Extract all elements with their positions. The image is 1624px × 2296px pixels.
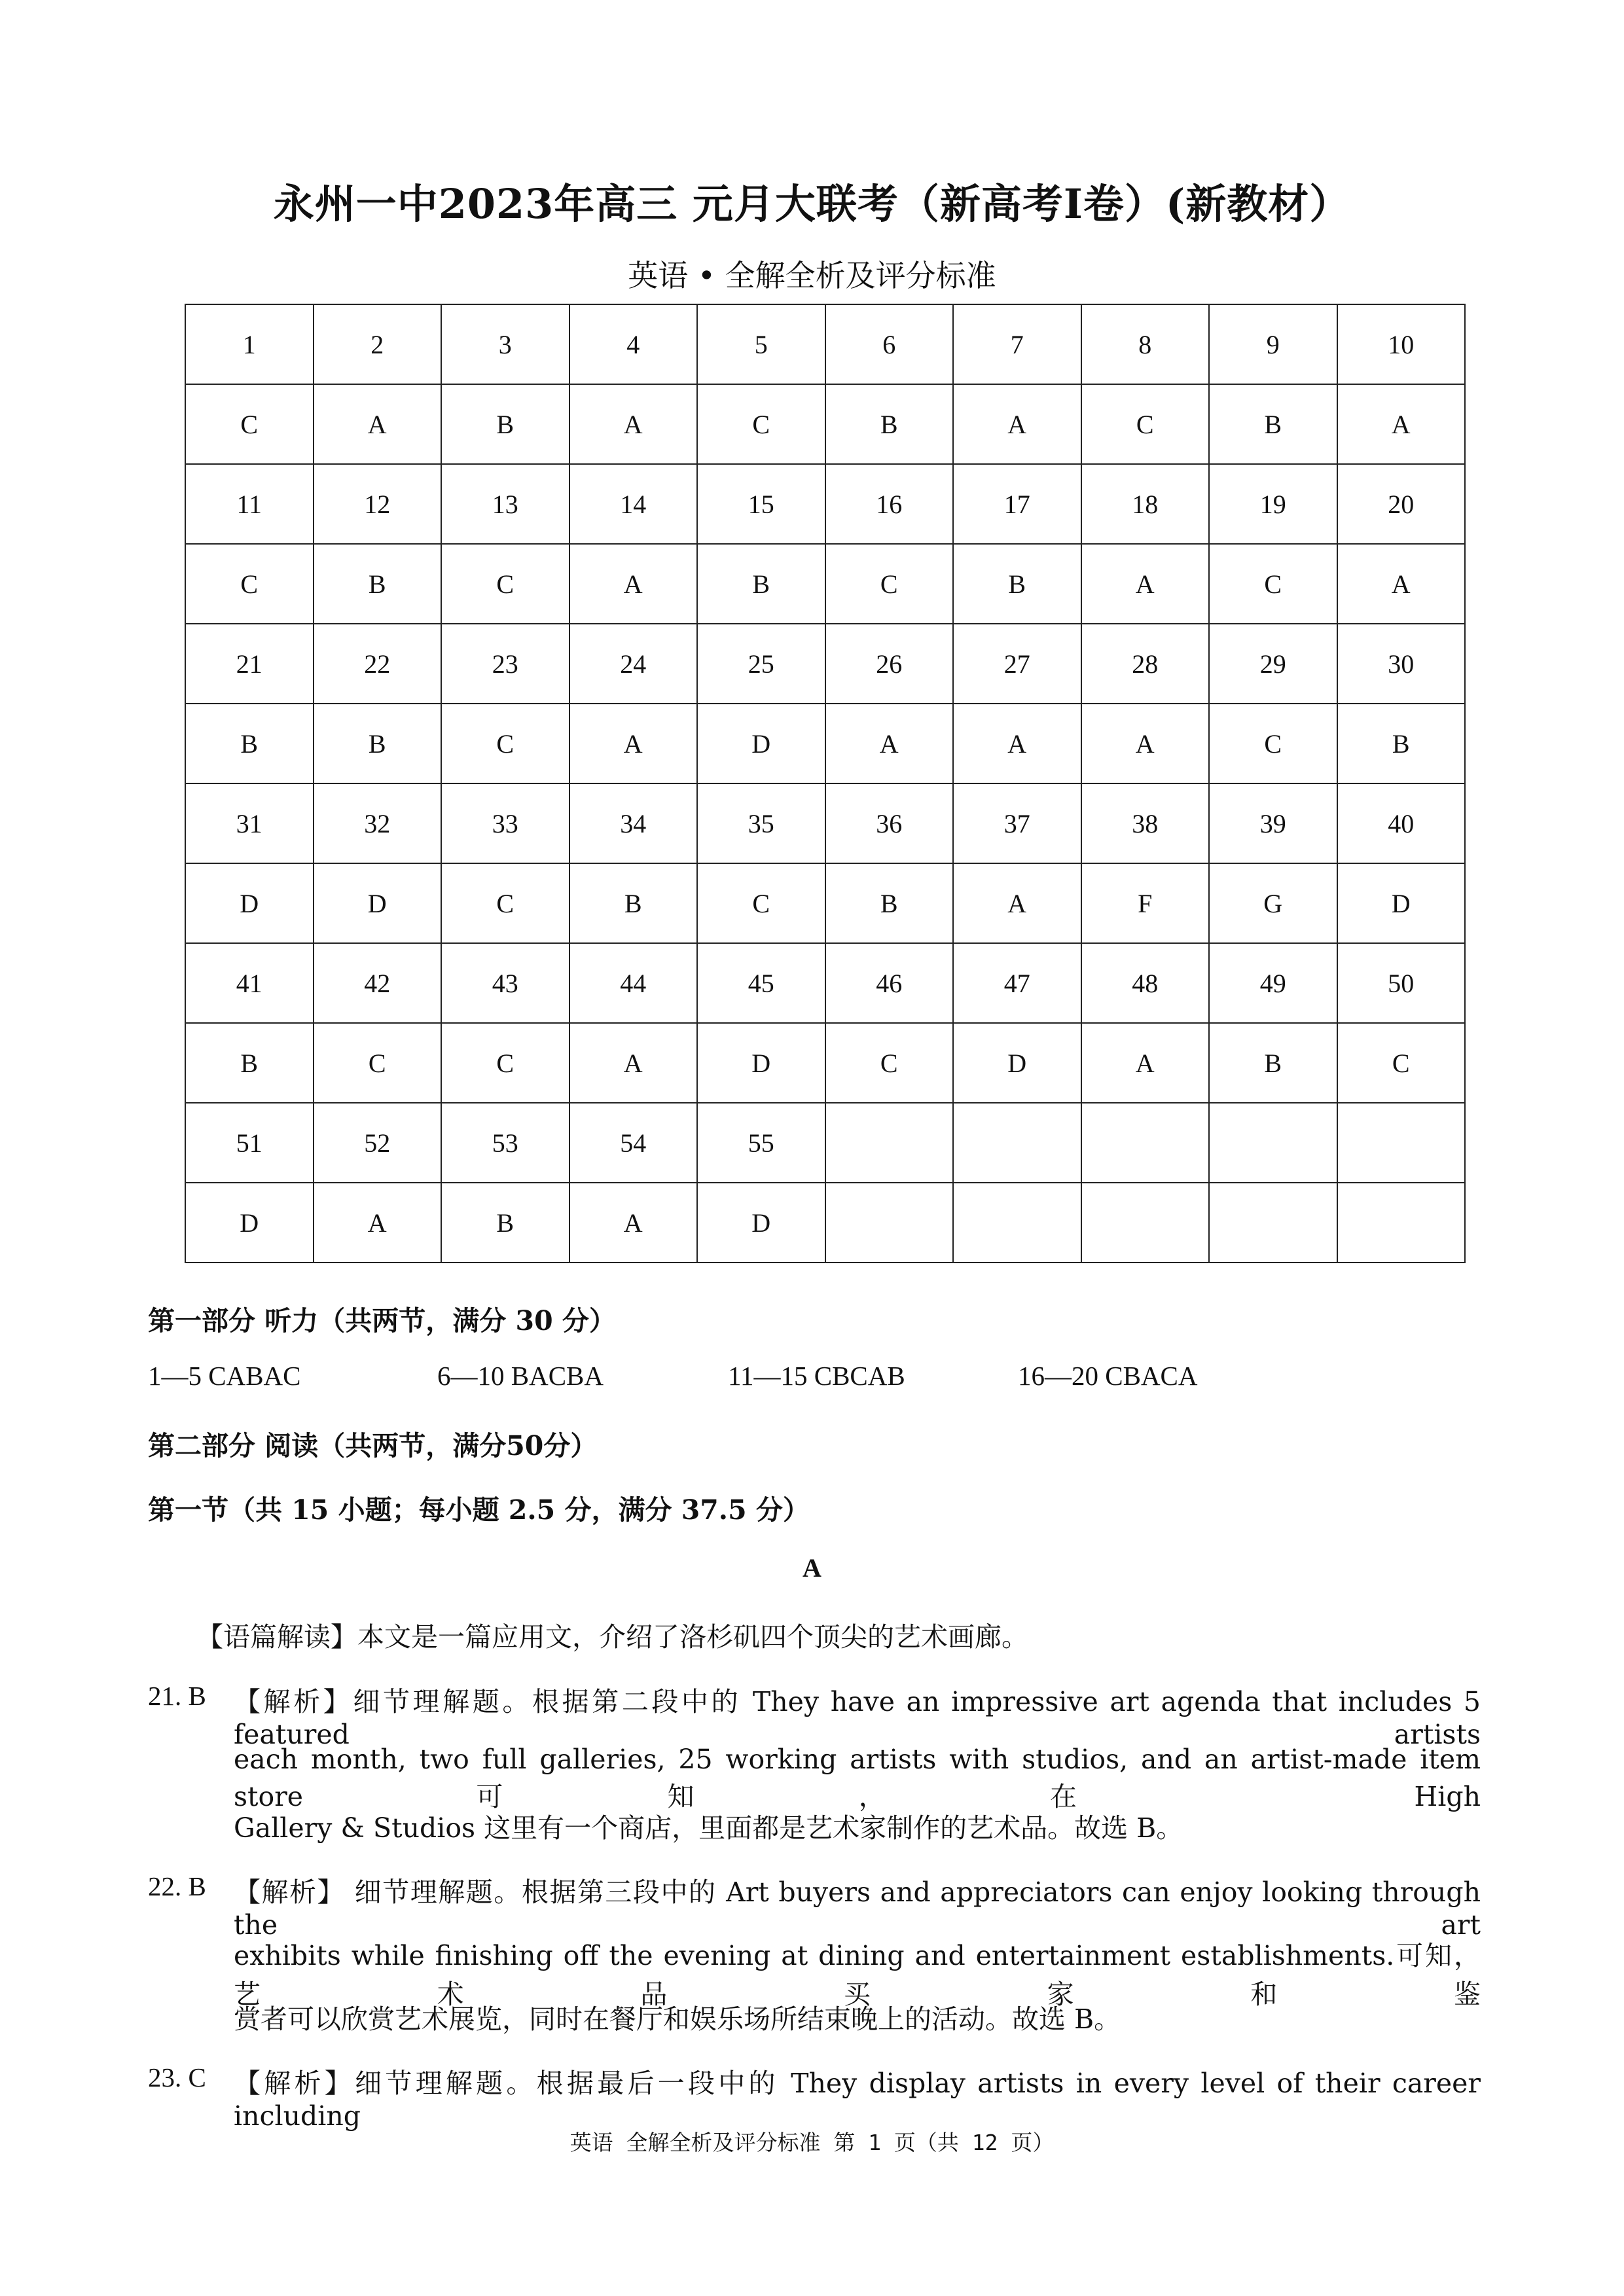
answer-cell: D bbox=[697, 1023, 825, 1103]
question-number-cell: 34 bbox=[569, 783, 698, 863]
question-number-cell: 26 bbox=[825, 624, 954, 704]
question-number-cell: 37 bbox=[953, 783, 1081, 863]
answer-cell: C bbox=[825, 1023, 954, 1103]
question-number-cell: 52 bbox=[314, 1103, 442, 1183]
answer-cell: C bbox=[441, 544, 569, 624]
answer-row bbox=[185, 704, 1465, 783]
answer-cell: B bbox=[441, 384, 569, 464]
answer-cell: F bbox=[1081, 863, 1210, 943]
question-number-cell: 22 bbox=[314, 624, 442, 704]
passage-summary: 【语篇解读】本文是一篇应用文，介绍了洛杉矶四个顶尖的艺术画廊。 bbox=[196, 1621, 1028, 1653]
answer-cell: D bbox=[1337, 863, 1466, 943]
question-number-cell: 16 bbox=[825, 464, 954, 544]
question-number-cell: 36 bbox=[825, 783, 954, 863]
listening-group-2: 6—10 BACBA bbox=[437, 1361, 604, 1391]
question-number: 22. B bbox=[148, 1871, 206, 1901]
answer-cell: B bbox=[314, 544, 442, 624]
question-number-cell: 32 bbox=[314, 783, 442, 863]
question-line: 【解析】细节理解题。根据第二段中的 They have an impressive art agenda that includes 5 featured artists bbox=[234, 1686, 1481, 1750]
answer-cell: B bbox=[185, 1023, 314, 1103]
answer-cell: B bbox=[314, 704, 442, 783]
question-number-cell: 40 bbox=[1337, 783, 1466, 863]
question-number-cell: 19 bbox=[1209, 464, 1337, 544]
question-number-cell: 51 bbox=[185, 1103, 314, 1183]
question-number-cell: 3 bbox=[441, 304, 569, 384]
question-number-cell: 12 bbox=[314, 464, 442, 544]
question-number-cell: 38 bbox=[1081, 783, 1210, 863]
answer-cell: B bbox=[441, 1183, 569, 1263]
answer-cell: B bbox=[1209, 384, 1337, 464]
passage-label: A bbox=[803, 1553, 821, 1583]
answer-cell: B bbox=[185, 704, 314, 783]
question-number-cell: 5 bbox=[697, 304, 825, 384]
question-number-cell: 21 bbox=[185, 624, 314, 704]
answer-row bbox=[185, 863, 1465, 943]
question-number-cell: 54 bbox=[569, 1103, 698, 1183]
answer-cell: C bbox=[1337, 1023, 1466, 1103]
answer-cell: A bbox=[569, 544, 698, 624]
question-number-row bbox=[185, 783, 1465, 863]
answer-cell: C bbox=[825, 544, 954, 624]
answer-cell bbox=[1337, 1183, 1466, 1263]
answer-cell: B bbox=[697, 544, 825, 624]
answer-cell: A bbox=[1081, 704, 1210, 783]
answer-cell: A bbox=[569, 704, 698, 783]
question-number-cell: 23 bbox=[441, 624, 569, 704]
answer-cell: B bbox=[1337, 704, 1466, 783]
answer-cell: A bbox=[953, 384, 1081, 464]
question-number-cell bbox=[953, 1103, 1081, 1183]
answer-table bbox=[185, 304, 1466, 1263]
answer-cell: D bbox=[697, 1183, 825, 1263]
listening-group-3: 11—15 CBCAB bbox=[728, 1361, 905, 1391]
answer-cell: A bbox=[953, 863, 1081, 943]
question-number-cell: 55 bbox=[697, 1103, 825, 1183]
answer-cell: A bbox=[825, 704, 954, 783]
question-number-cell: 45 bbox=[697, 943, 825, 1023]
question-number-cell bbox=[1337, 1103, 1466, 1183]
question-number-cell: 30 bbox=[1337, 624, 1466, 704]
question-number-cell: 50 bbox=[1337, 943, 1466, 1023]
answer-cell: C bbox=[441, 1023, 569, 1103]
page-footer: 英语 全解全析及评分标准 第 1 页（共 12 页） bbox=[569, 2130, 1055, 2155]
question-number-cell: 1 bbox=[185, 304, 314, 384]
part2-heading: 第二部分 阅读（共两节，满分50分） bbox=[148, 1430, 598, 1462]
page-subtitle: 英语 • 全解全析及评分标准 bbox=[628, 258, 996, 293]
answer-row bbox=[185, 544, 1465, 624]
answer-cell: C bbox=[314, 1023, 442, 1103]
question-number-cell: 29 bbox=[1209, 624, 1337, 704]
section1-heading: 第一节（共 15 小题；每小题 2.5 分，满分 37.5 分） bbox=[148, 1494, 810, 1526]
answer-cell: B bbox=[569, 863, 698, 943]
question-number-cell: 39 bbox=[1209, 783, 1337, 863]
question-number-cell: 44 bbox=[569, 943, 698, 1023]
question-number-cell: 53 bbox=[441, 1103, 569, 1183]
answer-cell: A bbox=[314, 1183, 442, 1263]
question-line: 赏者可以欣赏艺术展览，同时在餐厅和娱乐场所结束晚上的活动。故选 B。 bbox=[234, 2003, 1121, 2035]
answer-cell: B bbox=[825, 863, 954, 943]
answer-cell: C bbox=[185, 544, 314, 624]
answer-cell: A bbox=[1081, 1023, 1210, 1103]
question-number-cell: 6 bbox=[825, 304, 954, 384]
question-line: Gallery & Studios 这里有一个商店，里面都是艺术家制作的艺术品。故选 B。 bbox=[234, 1812, 1183, 1844]
question-number-cell: 35 bbox=[697, 783, 825, 863]
answer-cell bbox=[1209, 1183, 1337, 1263]
page-title: 永州一中2023年高三 元月大联考（新高考Ⅰ卷）(新教材） bbox=[273, 180, 1351, 228]
question-number-cell bbox=[1209, 1103, 1337, 1183]
question-number: 23. C bbox=[148, 2062, 206, 2092]
question-number-cell: 10 bbox=[1337, 304, 1466, 384]
answer-cell: B bbox=[1209, 1023, 1337, 1103]
question-number-cell bbox=[825, 1103, 954, 1183]
answer-cell: D bbox=[185, 863, 314, 943]
answer-cell: C bbox=[1081, 384, 1210, 464]
answer-cell bbox=[953, 1183, 1081, 1263]
question-number-cell: 49 bbox=[1209, 943, 1337, 1023]
question-number-cell: 8 bbox=[1081, 304, 1210, 384]
answer-cell: C bbox=[697, 384, 825, 464]
answer-cell: C bbox=[1209, 544, 1337, 624]
question-number-cell: 11 bbox=[185, 464, 314, 544]
part1-heading: 第一部分 听力（共两节，满分 30 分） bbox=[148, 1305, 616, 1336]
answer-cell: A bbox=[1337, 544, 1466, 624]
answer-cell bbox=[825, 1183, 954, 1263]
answer-row bbox=[185, 384, 1465, 464]
answer-cell: A bbox=[953, 704, 1081, 783]
question-number-cell: 43 bbox=[441, 943, 569, 1023]
question-number-cell: 2 bbox=[314, 304, 442, 384]
answer-cell: C bbox=[441, 704, 569, 783]
answer-cell: C bbox=[441, 863, 569, 943]
question-line: 【解析】 细节理解题。根据第三段中的 Art buyers and appreciators can enjoy looking through the art bbox=[234, 1876, 1481, 1941]
answer-row bbox=[185, 1023, 1465, 1103]
answer-cell: C bbox=[185, 384, 314, 464]
question-number-cell: 17 bbox=[953, 464, 1081, 544]
question-line: exhibits while finishing off the evening at dining and entertainment establishments.可知，艺术品买家和鉴 bbox=[234, 1940, 1481, 2010]
answer-cell: A bbox=[569, 1023, 698, 1103]
answer-cell: A bbox=[569, 384, 698, 464]
question-number-row bbox=[185, 943, 1465, 1023]
answer-cell: G bbox=[1209, 863, 1337, 943]
answer-cell: B bbox=[825, 384, 954, 464]
answer-cell: C bbox=[1209, 704, 1337, 783]
question-number-cell: 4 bbox=[569, 304, 698, 384]
answer-cell: D bbox=[697, 704, 825, 783]
answer-cell: A bbox=[1337, 384, 1466, 464]
question-number-row bbox=[185, 624, 1465, 704]
question-line: 【解析】细节理解题。根据最后一段中的 They display artists in every level of their career including bbox=[234, 2068, 1481, 2132]
answer-cell: D bbox=[185, 1183, 314, 1263]
question-number-cell: 28 bbox=[1081, 624, 1210, 704]
answer-cell: B bbox=[953, 544, 1081, 624]
question-number-cell: 14 bbox=[569, 464, 698, 544]
question-number-cell: 41 bbox=[185, 943, 314, 1023]
question-number-cell: 18 bbox=[1081, 464, 1210, 544]
answer-cell: D bbox=[314, 863, 442, 943]
question-number: 21. B bbox=[148, 1681, 206, 1711]
question-number-cell: 33 bbox=[441, 783, 569, 863]
question-number-cell: 27 bbox=[953, 624, 1081, 704]
answer-cell bbox=[1081, 1183, 1210, 1263]
answer-cell: A bbox=[1081, 544, 1210, 624]
answer-cell: A bbox=[314, 384, 442, 464]
question-number-cell: 42 bbox=[314, 943, 442, 1023]
question-line: each month, two full galleries, 25 working artists with studios, and an artist-made item store 可知，在 High bbox=[234, 1744, 1481, 1812]
listening-group-4: 16—20 CBACA bbox=[1018, 1361, 1198, 1391]
answer-cell: A bbox=[569, 1183, 698, 1263]
question-number-row bbox=[185, 1103, 1465, 1183]
question-number-cell: 9 bbox=[1209, 304, 1337, 384]
question-number-cell: 24 bbox=[569, 624, 698, 704]
question-number-cell: 31 bbox=[185, 783, 314, 863]
question-number-cell: 7 bbox=[953, 304, 1081, 384]
question-number-row bbox=[185, 304, 1465, 384]
question-number-cell: 15 bbox=[697, 464, 825, 544]
question-number-row bbox=[185, 464, 1465, 544]
question-number-cell: 13 bbox=[441, 464, 569, 544]
answer-cell: D bbox=[953, 1023, 1081, 1103]
question-number-cell: 46 bbox=[825, 943, 954, 1023]
question-number-cell: 48 bbox=[1081, 943, 1210, 1023]
question-number-cell: 25 bbox=[697, 624, 825, 704]
question-number-cell: 47 bbox=[953, 943, 1081, 1023]
question-number-cell bbox=[1081, 1103, 1210, 1183]
question-number-cell: 20 bbox=[1337, 464, 1466, 544]
answer-row bbox=[185, 1183, 1465, 1263]
listening-group-1: 1—5 CABAC bbox=[148, 1361, 301, 1391]
answer-cell: C bbox=[697, 863, 825, 943]
